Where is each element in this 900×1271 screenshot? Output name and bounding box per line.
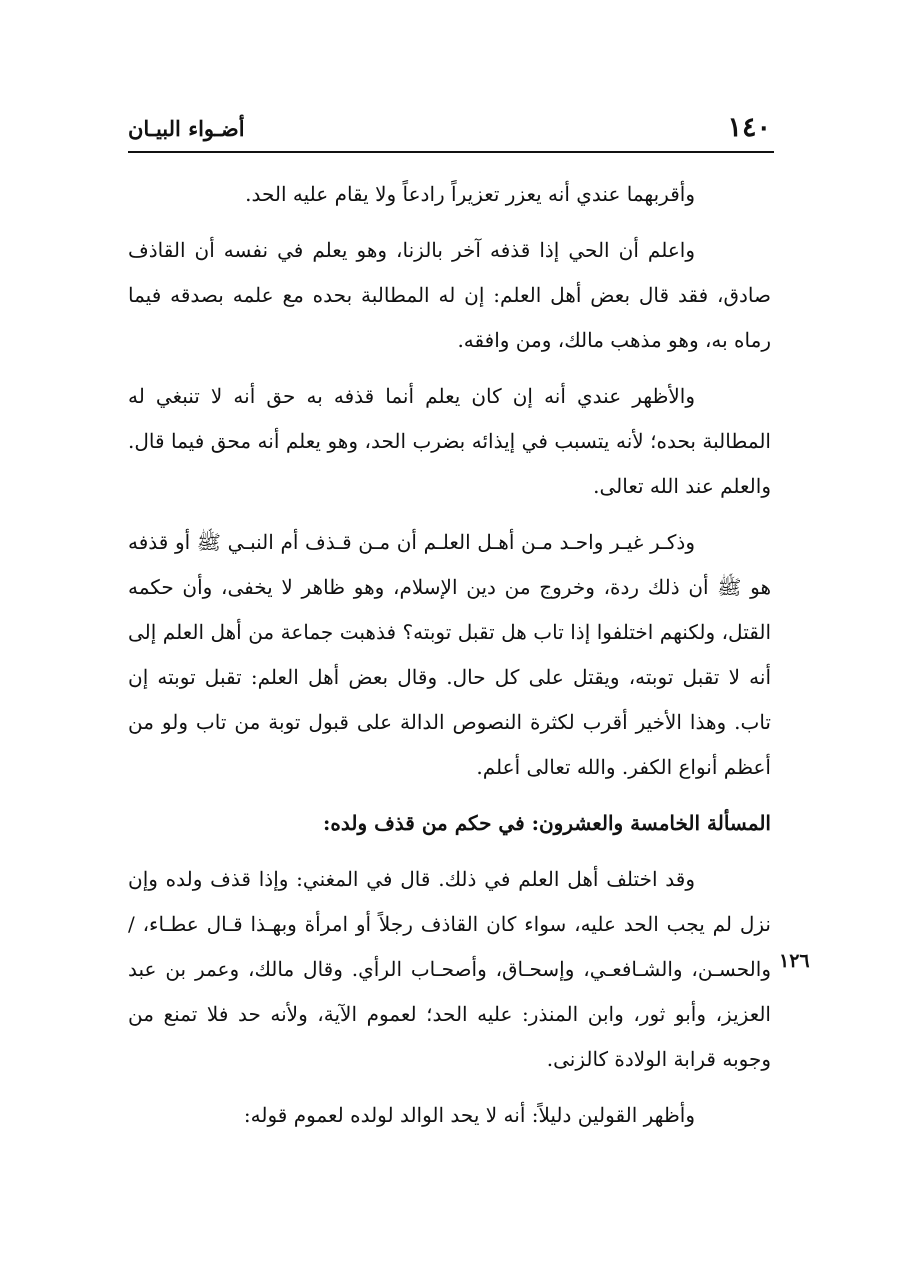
paragraph: وقد اختلف أهل العلم في ذلك. قال في المغني: وإذا قذف ولده وإن نزل لم يجب الحد عليه، سواء كان القاذف رجلاً أو امرأة وبهـذا قـال عطـاء، /والحسـن، والشـافعـي، وإسحـاق، وأصحـاب الرأي. وقال مالك، وعمر بن عبد العزيز، وأبو ثور، وابن المنذر: عليه الحد؛ لعموم الآية، ولأنه حد فلا تمنع من وجوبه قرابة الولادة كالزنى. — [128, 867, 771, 1071]
paragraph: وذكـر غيـر واحـد مـن أهـل العلـم أن مـن قـذف أم النبـي ﷺ أو قذفه هو ﷺ أن ذلك ردة، وخروج من دين الإسلام، وهو ظاهر لا يخفى، وأن حكمه القتل، ولكنهم اختلفوا إذا تاب هل تقبل توبته؟ فذهبت جماعة من أهل العلم إلى أنه لا تقبل توبته، ويقتل على كل حال. وقال بعض أهل العلم: تقبل توبته إن تاب. وهذا الأخير أقرب لكثرة النصوص الدالة على قبول توبة من تاب ولو من أعظم أنواع الكفر. والله تعالى أعلم. — [128, 530, 771, 779]
page-number: ١٤٠ — [727, 112, 771, 143]
margin-page-reference: ١٢٦ — [779, 950, 810, 972]
paragraph: والأظهر عندي أنه إن كان يعلم أنما قذفه به حق أنه لا تنبغي له المطالبة بحده؛ لأنه يتسبب في إيذائه بضرب الحد، وهو يعلم أنه محق فيما قال. والعلم عند الله تعالى. — [128, 384, 771, 498]
header-divider — [128, 151, 774, 153]
section-heading: المسألة الخامسة والعشرون: في حكم من قذف ولده: — [323, 811, 771, 835]
book-title: أضـواء البيـان — [128, 116, 245, 141]
page-body — [128, 172, 771, 1149]
paragraph: وأقربهما عندي أنه يعزر تعزيراً رادعاً ولا يقام عليه الحد. — [245, 182, 695, 206]
page-header — [128, 112, 771, 150]
paragraph: واعلم أن الحي إذا قذفه آخر بالزنا، وهو يعلم في نفسه أن القاذف صادق، فقد قال بعض أهل العلم: إن له المطالبة بحده مع علمه بصدقه فيما رماه به، وهو مذهب مالك، ومن وافقه. — [128, 238, 771, 352]
paragraph: وأظهر القولين دليلاً: أنه لا يحد الوالد لولده لعموم قوله: — [243, 1103, 695, 1127]
